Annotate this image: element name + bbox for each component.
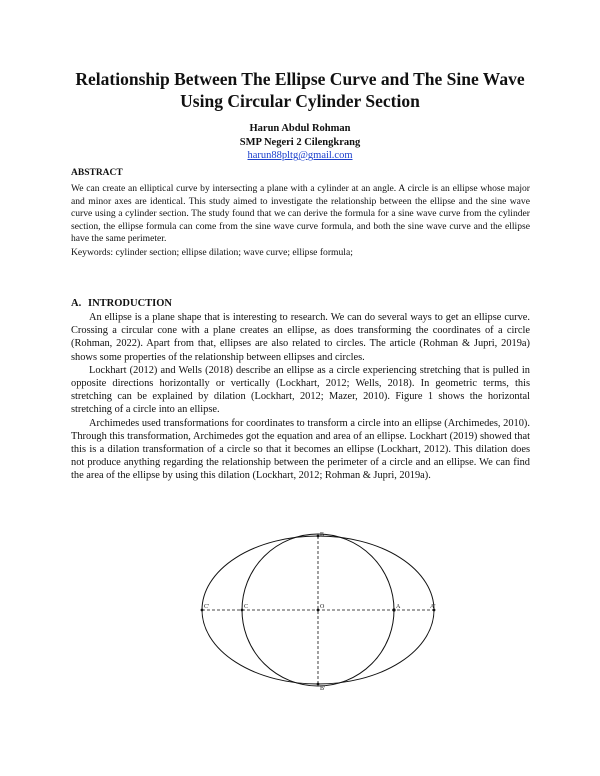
label-o: O	[320, 604, 325, 610]
keywords: Keywords: cylinder section; ellipse dilation; wave curve; ellipse formula;	[71, 247, 353, 258]
label-b-prime: B'	[320, 686, 326, 692]
section-heading	[71, 298, 172, 309]
author-email-line	[0, 149, 600, 162]
section-letter: A.	[71, 298, 82, 309]
abstract-heading: ABSTRACT	[71, 168, 123, 178]
point-c	[241, 609, 244, 612]
paper-title: Relationship Between The Ellipse Curve and The Sine Wave Using Circular Cylinder Section	[75, 69, 525, 111]
author-affiliation: SMP Negeri 2 Cilengkrang	[239, 137, 361, 148]
abstract-text: We can create an elliptical curve by intersecting a plane with a cylinder at an angle. A circle is an ellipse whose major and minor axes are identical. This study aimed to investigate the relationship between the ellipse and the sine wave curve using a cylinder section. The study found that we can derive the formula for a sine wave curve from the cylinder section, the ellipse formula can come from the sine wave curve formula, and both the sine wave curve and the ellipse have the same perimeter.	[71, 183, 530, 245]
point-b-prime	[317, 683, 320, 686]
label-a-prime: A'	[430, 604, 436, 610]
label-b: B	[320, 532, 325, 538]
paragraph-2: Lockhart (2012) and Wells (2018) describe an ellipse as a circle experiencing stretching that is pulled in opposite directions horizontally or vertically (Lockhart, 2012; Wells, 2018). In geometric terms, this stretching can be explained by dilation (Lockhart, 2012; Mazer, 2010). Figure 1 shows the horizontal stretching of a circle into an ellipse.	[71, 364, 530, 416]
label-c-prime: C'	[204, 604, 210, 610]
point-b	[317, 535, 320, 538]
author-email-link[interactable]: harun88pltg@gmail.com	[247, 150, 353, 161]
paragraph-1: An ellipse is a plane shape that is interesting to research. We can do several ways to get an ellipse curve. Crossing a circular cone with a plane creates an ellipse, as does transforming the coordinates of a circle (Rohman, 2022). Apart from that, ellipses are also related to circles. The article (Rohman & Jupri, 2019a) shows some properties of the relationship between ellipses and circles.	[71, 312, 530, 363]
label-c: C	[244, 604, 249, 610]
section-body	[71, 311, 530, 483]
paragraph-3: Archimedes used transformations for coordinates to transform a circle into an ellipse (Archimedes, 2010). Through this transformation, Archimedes got the equation and area of an ellipse. Lockhart (2019) showed that this is a dilation transformation of a circle so that it becomes an ellipse (Lockhart, 2012). This dilation does not produce anything regarding the relationship between the perimeter of a circle and an ellipse. We can find the area of the ellipse by using this dilation (Lockhart, 2012; Rohman & Jupri, 2019a).	[71, 417, 530, 482]
point-c-prime	[201, 609, 204, 612]
point-o	[317, 609, 320, 612]
figure-circle-ellipse	[190, 530, 450, 692]
section-title: INTRODUCTION	[88, 298, 173, 309]
author-name: Harun Abdul Rohman	[249, 123, 351, 134]
label-a: A	[396, 604, 401, 610]
